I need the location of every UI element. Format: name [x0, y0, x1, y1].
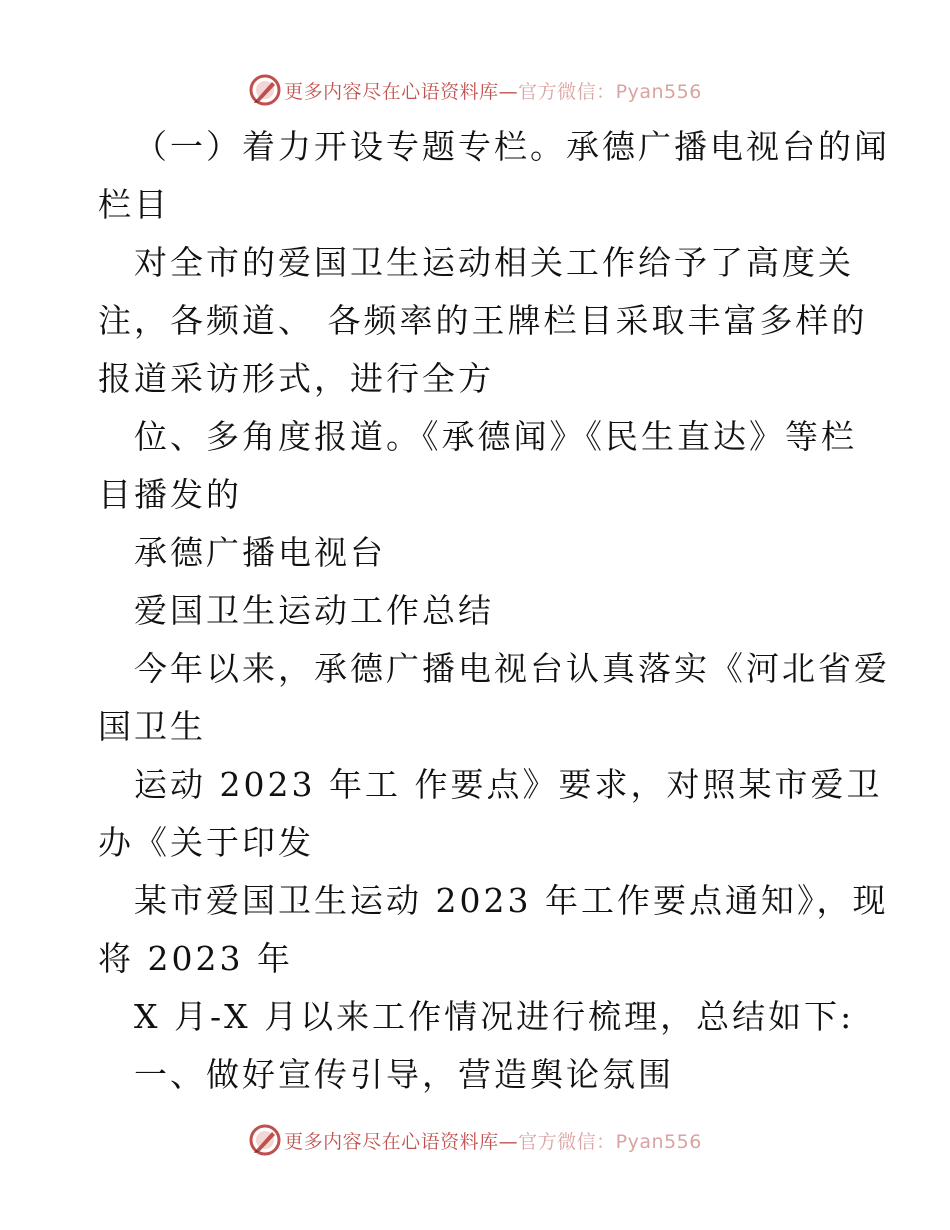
- footer-contact-text: 官方微信：Pyan556: [518, 1130, 702, 1153]
- header-watermark: [0, 70, 950, 110]
- body-line: 运动 2023 年工 作要点》要求，对照某市爱卫: [134, 765, 883, 804]
- body-line: 将 2023 年: [98, 939, 293, 978]
- footer-separator: —: [498, 1130, 519, 1153]
- body-line: 栏目: [98, 185, 170, 224]
- body-line: 注，各频道、 各频率的王牌栏目采取丰富多样的: [98, 301, 868, 340]
- body-line: 位、多角度报道。《承德闻》《民生直达》等栏: [134, 417, 857, 456]
- body-line: 目播发的: [98, 475, 242, 514]
- body-line: 办《关于印发: [98, 823, 314, 862]
- header-brand-text: 更多内容尽在心语资料库: [284, 80, 499, 103]
- body-line: 对全市的爱国卫生运动相关工作给予了高度关: [134, 243, 854, 282]
- body-line: 今年以来，承德广播电视台认真落实《河北省爱: [134, 649, 890, 688]
- body-line: 一、做好宣传引导，营造舆论氛围: [134, 1055, 674, 1094]
- footer-brand-text: 更多内容尽在心语资料库: [284, 1130, 499, 1153]
- body-line: 国卫生: [98, 707, 206, 746]
- body-line: 承德广播电视台: [134, 533, 386, 572]
- body-line: 报道采访形式，进行全方: [98, 359, 494, 398]
- header-separator: —: [498, 80, 519, 103]
- header-contact-text: 官方微信：Pyan556: [518, 80, 702, 103]
- body-line: X 月-X 月以来工作情况进行梳理，总结如下:: [134, 997, 855, 1036]
- footer-watermark: [0, 1120, 950, 1160]
- pen-logo-icon: [248, 73, 282, 107]
- body-line: 爱国卫生运动工作总结: [134, 591, 494, 630]
- body-line: （一）着力开设专题专栏。承德广播电视台的闻: [134, 127, 890, 166]
- pen-logo-icon: [248, 1123, 282, 1157]
- body-line: 某市爱国卫生运动 2023 年工作要点通知》，现: [134, 881, 889, 920]
- document-body: [98, 118, 890, 1104]
